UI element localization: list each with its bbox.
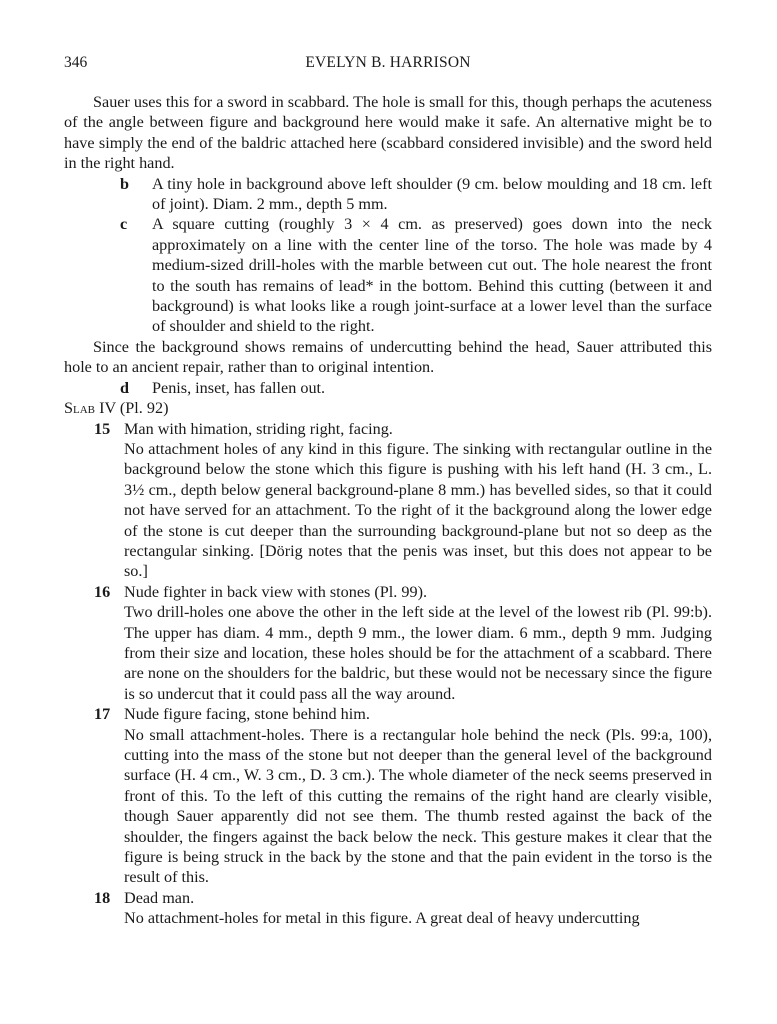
note-c <box>64 214 712 336</box>
paragraph: Sauer uses this for a sword in scabbard. The hole is small for this, though perhaps the acuteness of the angle between figure and background here would make it safe. An alternative might be to have simply the end of the baldric attached here (scabbard considered invisible) and the sword held in the right hand. <box>64 93 712 173</box>
figure-title: Dead man. <box>124 888 195 907</box>
page-number: 346 <box>64 54 88 71</box>
running-head: EVELYN B. HARRISON <box>305 54 471 71</box>
figure-number: 16 <box>94 582 111 601</box>
note-text: A tiny hole in background above left shoulder (9 cm. below moulding and 18 cm. left of joint). Diam. 2 mm., depth 5 mm. <box>152 174 712 214</box>
slab-rest: IV (Pl. 92) <box>95 399 169 418</box>
figure-number: 17 <box>94 705 111 724</box>
figure-title: Nude figure facing, stone behind him. <box>124 705 370 724</box>
slab-heading <box>64 398 712 418</box>
figure-title: Man with himation, striding right, facing. <box>124 419 393 438</box>
note-b <box>64 174 712 215</box>
figure-entry-16 <box>64 582 712 704</box>
figure-entry-15 <box>64 419 712 582</box>
note-label: c <box>120 215 128 234</box>
figure-number: 18 <box>94 888 111 907</box>
note-d <box>64 378 712 398</box>
figure-number: 15 <box>94 419 111 438</box>
figure-text: No attachment-holes for metal in this figure. A great deal of heavy undercutting <box>124 909 640 928</box>
figure-entry-18 <box>64 888 712 929</box>
note-label: b <box>120 174 130 193</box>
figure-entry-17 <box>64 704 712 888</box>
note-text: A square cutting (roughly 3 × 4 cm. as preserved) goes down into the neck approximately on a line with the center line of the torso. The hole was made by 4 medium-sized drill-holes with the marble between cut out. The hole nearest the front to the south has remains of lead* in the bottom. Behind this cutting (between it and background) is what looks like a rough joint-surface at a lower level than the surface of shoulder and shield to the right. <box>152 215 712 336</box>
figure-title: Nude fighter in back view with stones (Pl. 99). <box>124 582 428 601</box>
figure-text: No small attachment-holes. There is a rectangular hole behind the neck (Pls. 99:a, 100), cutting into the mass of the stone but not deeper than the general level of the background surface (H. 4 cm., W. 3 cm., D. 3 cm.). The whole diameter of the neck seems preserved in front of this. To the left of this cutting the remains of the right hand are clearly visible, though Sauer apparently did not see them. The thumb rested against the back of the shoulder, the fingers against the back below the neck. This gesture makes it clear that the figure is being struck in the back by the stone and that the pain evident in the torso is the result of this. <box>124 725 712 887</box>
slab-label: Slab <box>64 399 96 418</box>
page-body <box>64 92 712 929</box>
figure-text: Two drill-holes one above the other in the left side at the level of the lowest rib (Pl. 99:b). The upper has diam. 4 mm., depth 9 mm., the lower diam. 6 mm., depth 9 mm. Judging from their size and location, these holes should be for the attachment of a scabbard. There are none on the shoulders for the baldric, but these would not be necessary since the figure is so undercut that it could pass all the way around. <box>124 603 712 703</box>
figure-text: No attachment holes of any kind in this figure. The sinking with rectangular outline in the background below the stone which this figure is pushing with his left hand (H. 3 cm., L. 3½ cm., depth below general background-plane 8 mm.) has bevelled sides, so that it could not have served for an attachment. To the right of it the background along the lower edge of the stone is cut deeper than the surrounding background-plane but not so deep as the rectangular sinking. [Dörig notes that the penis was inset, but this does not appear to be so.] <box>124 439 712 581</box>
paragraph: Since the background shows remains of undercutting behind the head, Sauer attributed this hole to an ancient repair, rather than to original intention. <box>64 337 712 377</box>
note-text: Penis, inset, has fallen out. <box>152 378 326 397</box>
note-label: d <box>120 378 130 397</box>
page-header <box>64 54 712 74</box>
